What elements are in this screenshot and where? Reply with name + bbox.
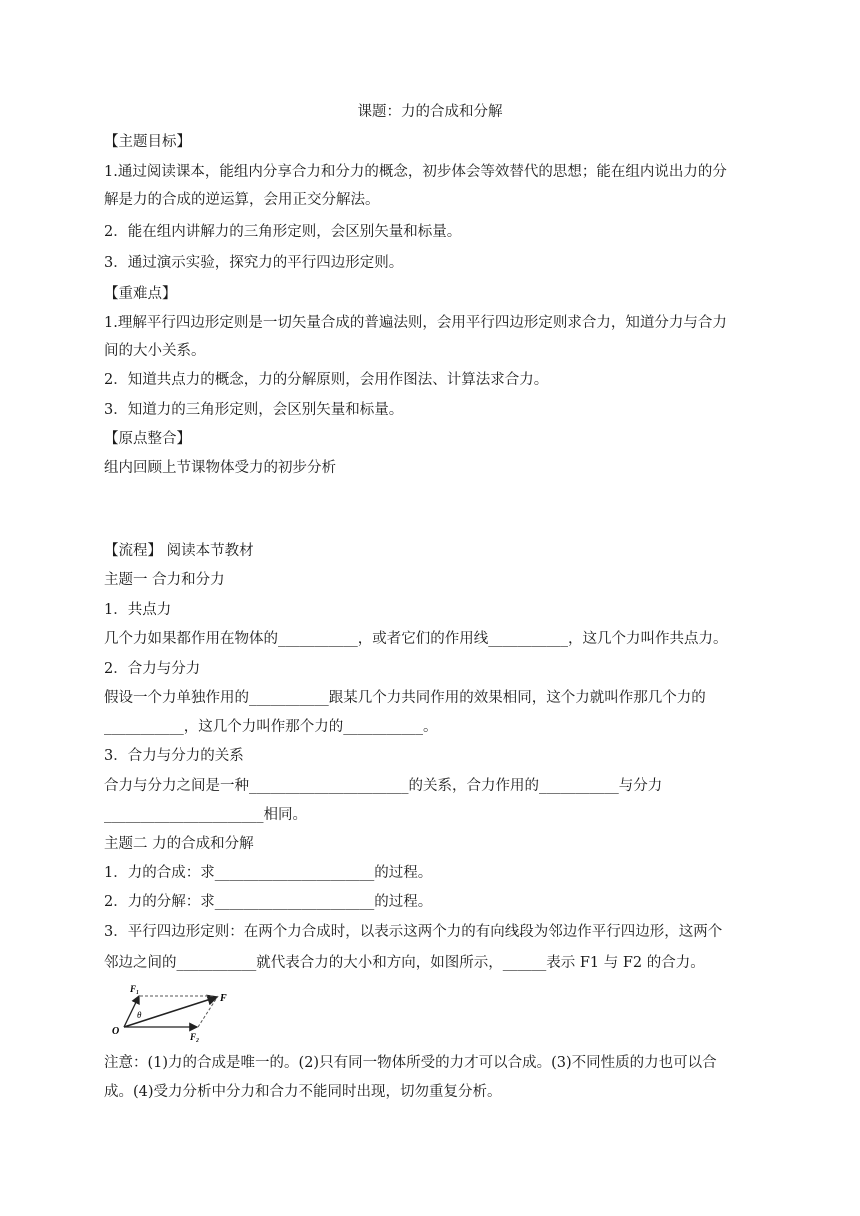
goal-line: 1.通过阅读课本，能组内分享合力和分力的概念，初步体会等效替代的思想；能在组内说出力的分 (104, 164, 727, 180)
parallelogram-force-diagram (110, 982, 240, 1042)
goal-line: 解是力的合成的逆运算，会用正交分解法。 (104, 192, 380, 208)
process-heading: 【流程】 阅读本节教材 (104, 543, 254, 559)
label-o: O (112, 1026, 120, 1037)
key-point-line: 1.理解平行四边形定则是一切矢量合成的普遍法则，会用平行四边形定则求合力，知道分力与合力 (104, 315, 727, 331)
goal-line: 2．能在组内讲解力的三角形定则，会区别矢量和标量。 (104, 224, 462, 240)
key-point-line: 2．知道共点力的概念，力的分解原则，会用作图法、计算法求合力。 (104, 372, 549, 388)
topic1-line: ___________，这几个力叫作那个力的___________。 (104, 719, 438, 735)
integration-text: 组内回顾上节课物体受力的初步分析 (104, 460, 336, 476)
topic1-line: 2．合力与分力 (104, 661, 201, 677)
label-f: F (220, 993, 227, 1004)
key-point-line: 间的大小关系。 (104, 343, 206, 359)
topic1-line: 合力与分力之间是一种______________________的关系，合力作用的___________与分力 (104, 778, 663, 794)
topic1-heading: 主题一 合力和分力 (104, 572, 225, 588)
topic2-line: 邻边之间的___________就代表合力的大小和方向，如图所示，______表示 F1 与 F2 的合力。 (104, 955, 705, 971)
topic1-line: 假设一个力单独作用的___________跟某几个力共同作用的效果相同，这个力就叫作那几个力的 (104, 690, 706, 706)
topic2-line: 3．平行四边形定则：在两个力合成时，以表示这两个力的有向线段为邻边作平行四边形，这两个 (104, 924, 723, 940)
page-title: 课题：力的合成和分解 (357, 104, 503, 120)
label-theta: θ (137, 1010, 142, 1020)
note-line: 注意：(1)力的合成是唯一的。(2)只有同一物体所受的力才可以合成。(3)不同性质的力也可以合 (104, 1055, 717, 1071)
integration-heading: 【原点整合】 (104, 431, 191, 447)
topic2-line: 2．力的分解：求______________________的过程。 (104, 894, 433, 910)
key-point-line: 3．知道力的三角形定则，会区别矢量和标量。 (104, 402, 404, 418)
label-f1: F₁ (130, 984, 140, 994)
topic2-heading: 主题二 力的合成和分解 (104, 836, 254, 852)
note-line: 成。(4)受力分析中分力和合力不能同时出现，切勿重复分析。 (104, 1084, 502, 1100)
topic2-line: 1．力的合成：求______________________的过程。 (104, 865, 433, 881)
topic1-line: 1．共点力 (104, 602, 172, 618)
topic1-line: 3．合力与分力的关系 (104, 748, 244, 764)
topic1-line: ______________________相同。 (104, 807, 307, 823)
goal-line: 3．通过演示实验，探究力的平行四边形定则。 (104, 255, 404, 271)
label-f2: F₂ (190, 1032, 200, 1042)
goals-heading: 【主题目标】 (104, 134, 191, 150)
key-heading: 【重难点】 (104, 286, 177, 302)
topic1-line: 几个力如果都作用在物体的___________，或者它们的作用线___________，这几个力叫作共点力。 (104, 631, 728, 647)
